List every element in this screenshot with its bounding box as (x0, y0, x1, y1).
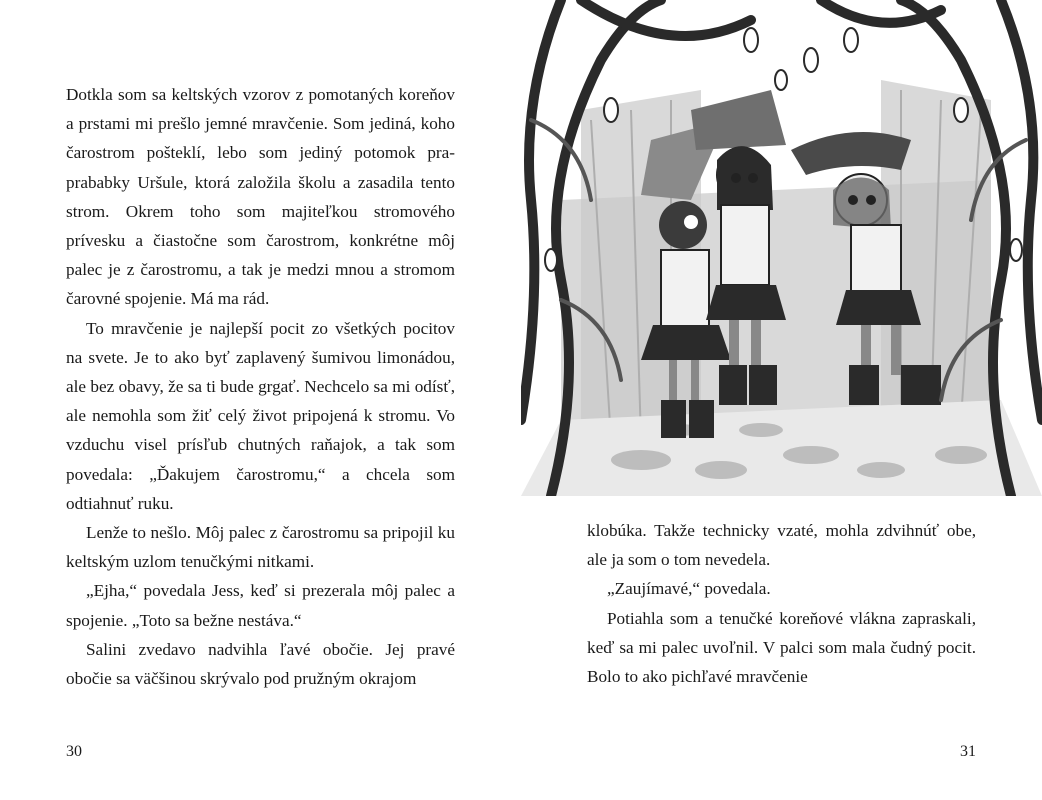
paragraph: Lenže to nešlo. Môj palec z čarostromu sa pripojil ku keltským uzlom tenučkými nitkami. (66, 523, 455, 572)
paragraph: „Zaujímavé,“ povedala. (607, 579, 771, 599)
paragraph: Dotkla som sa keltských vzorov z pomotaných koreňov a prstami mi prešlo jemné mravčenie. Som jediná, koho čarostrom pošteklí, lebo som jediný potomok pra-prababky Uršule, ktorá založila školu a zasadila tento strom. Okrem toho som majiteľkou stromového prívesku a čiastočne som čarostrom, konkrétne môj palec je z čarostromu, a tak je medzi mnou a stromom čarovné spojenie. Má ma rád. (66, 85, 455, 309)
three-witch-girls-illustration-icon (521, 0, 1042, 496)
page-number: 30 (66, 743, 82, 760)
page-number: 31 (960, 743, 976, 760)
left-text-block (66, 80, 455, 693)
paragraph: klobúka. Takže technicky vzaté, mohla zdvihnúť obe, ale ja som o tom nevedela. (587, 521, 976, 570)
paragraph: To mravčenie je najlepší pocit zo všetkých pocitov na svete. Je to ako byť zaplavený šumivou limonádou, ale bez obavy, že sa ti bude grgať. Nechcelo sa mi odísť, ale nemohla som žiť celý život pripojená k stromu. Vo vzduchu visel prísľub chutných raňajok, a tak som povedala: „Ďakujem čarostromu,“ a chcela som odtiahnuť ruku. (66, 318, 455, 513)
illustration (521, 0, 1042, 496)
paragraph: Salini zvedavo nadvihla ľavé obočie. Jej pravé obočie sa väčšinou skrývalo pod pružným okrajom (66, 639, 455, 689)
paragraph: „Ejha,“ povedala Jess, keď si prezerala môj palec a spojenie. „Toto sa bežne nestáva.“ (66, 581, 455, 630)
right-text-block (587, 516, 976, 691)
right-page (521, 0, 1042, 800)
paragraph: Potiahla som a tenučké koreňové vlákna zapraskali, keď sa mi palec uvoľnil. V palci som mala čudný pocit. Bolo to ako pichľavé mravčenie (587, 608, 976, 687)
